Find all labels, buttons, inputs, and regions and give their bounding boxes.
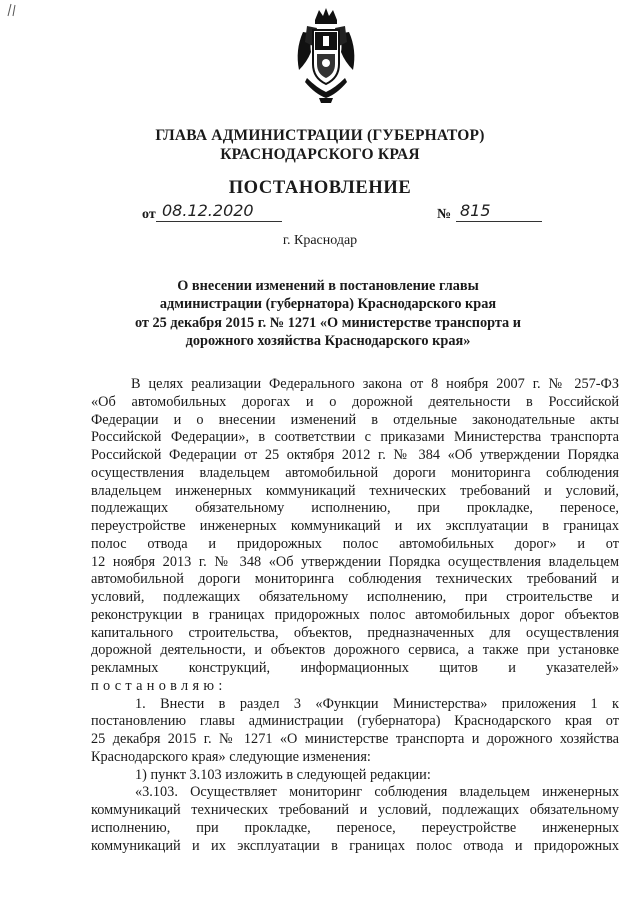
city-line: г. Краснодар — [282, 233, 358, 248]
body-line: условий, подлежащих обязательному исполнению, при строительстве и — [91, 589, 619, 605]
issuer-line-1: ГЛАВА АДМИНИСТРАЦИИ (ГУБЕРНАТОР) — [155, 127, 485, 144]
body-line: 12 ноября 2013 г. № 348 «Об утверждении Порядка осуществления владельцем — [91, 553, 619, 570]
body-line: постановлению главы администрации (губернатора) Краснодарского края от — [91, 713, 619, 730]
body-line: 1. Внести в раздел 3 «Функции Министерства» приложения 1 к — [135, 695, 619, 712]
body-line: 25 декабря 2015 г. № 1271 «О министерстве транспорта и дорожного хозяйства — [91, 731, 619, 747]
body-line: Российской Федерации», в соответствии с приказами Министерства транспорта — [91, 429, 619, 446]
date-label: от — [142, 207, 156, 222]
body-line: коммуникаций технических требований и условий, подлежащих обязательному — [91, 802, 619, 818]
number-label: № — [437, 207, 452, 222]
body-line: рекламных конструкций, информационных щитов и указателей» — [91, 660, 619, 676]
title-line: от 25 декабря 2015 г. № 1271 «О министерстве транспорта и — [134, 314, 522, 331]
title-line: дорожного хозяйства Краснодарского края» — [185, 333, 471, 350]
body-line: владельцем инженерных коммуникаций технических требований и условий, — [91, 482, 619, 499]
title-line: администрации (губернатора) Краснодарского края — [159, 296, 497, 313]
body-line: «3.103. Осуществляет мониторинг соблюдения владельцем инженерных — [135, 784, 619, 801]
body-line: автомобильной дороги мониторинга соблюдения технических требований и — [91, 571, 619, 588]
issuer-line-2: КРАСНОДАРСКОГО КРАЯ — [220, 146, 420, 163]
body-line: коммуникаций и их эксплуатации в границах полос отвода и придорожных — [91, 837, 619, 854]
body-line: дорожной деятельности, и объектов дорожного сервиса, а также при установке — [91, 642, 619, 659]
date-value: 08.12.2020 — [156, 201, 282, 222]
body-line: Российской Федерации от 25 октября 2012 г. № 384 «Об утверждении Порядка — [91, 447, 619, 463]
body-line: В целях реализации Федерального закона от 8 ноября 2007 г. № 257-ФЗ — [131, 376, 619, 392]
body-line: осуществления владельцем автомобильной дороги мониторинга соблюдения — [91, 464, 619, 481]
document-type: ПОСТАНОВЛЕНИЕ — [228, 178, 412, 198]
body-line: 1) пункт 3.103 изложить в следующей редакции: — [135, 766, 431, 783]
document-body — [91, 376, 619, 855]
coat-of-arms-icon — [293, 6, 359, 104]
title-line: О внесении изменений в постановление главы — [177, 278, 479, 294]
scan-artifact-mark — [6, 2, 18, 18]
body-line: Краснодарского края» следующие изменения: — [91, 748, 371, 765]
body-line: «Об автомобильных дорогах и о дорожной деятельности в Российской — [91, 393, 619, 410]
body-line: исполнению, при прокладке, переносе, переустройстве инженерных — [91, 819, 619, 836]
body-line: реконструкции в границах придорожных полос автомобильных дорог объектов — [91, 606, 619, 623]
body-line: капитального строительства, объектов, предназначенных для осуществления — [91, 624, 619, 641]
body-line: полос отвода и придорожных полос автомобильных дорог» и от — [91, 535, 619, 552]
number-value: 815 — [456, 201, 542, 222]
body-line: подлежащих обязательному исполнению, при прокладке, переносе, — [91, 500, 619, 517]
body-line-decree: постановляю: — [91, 677, 227, 694]
body-line: Федерации и о внесении изменений в отдельные законодательные акты — [91, 411, 619, 428]
document-title — [130, 277, 526, 351]
body-line: переустройстве инженерных коммуникаций и их эксплуатации в границах — [91, 518, 619, 534]
